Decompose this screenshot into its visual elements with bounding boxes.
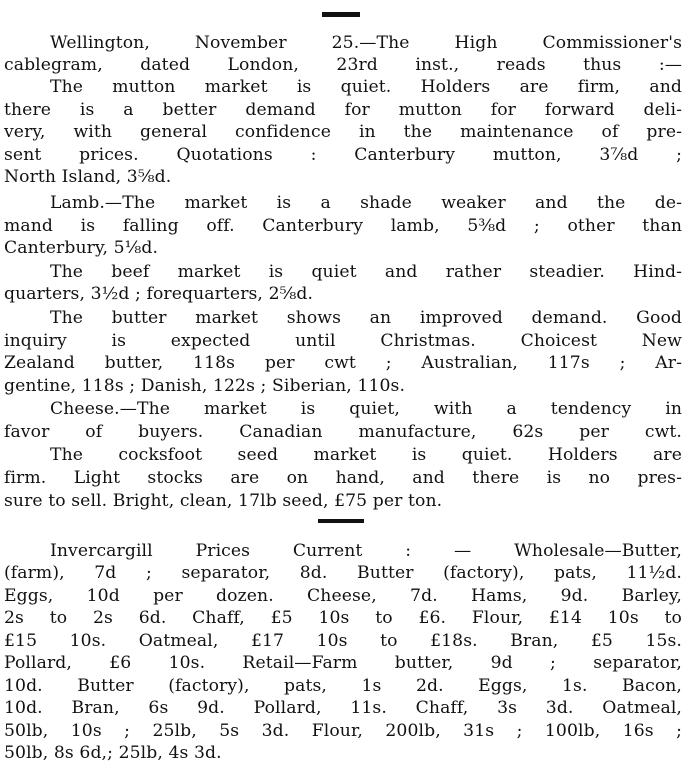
article-line: (farm), 7d ; separator, 8d. Butter (factory), pats, 11½d. (4, 563, 682, 583)
article-line: quarters, 3½d ; forequarters, 2⅝d. (4, 284, 314, 304)
section-divider-rule (318, 519, 364, 523)
article-line: The beef market is quiet and rather steadier. Hind- (50, 262, 682, 282)
article-line: 10d. Butter (factory), pats, 1s 2d. Eggs, 1s. Bacon, (4, 676, 682, 696)
article-line: very, with general confidence in the maintenance of pre- (4, 122, 682, 142)
article-line: Zealand butter, 118s per cwt ; Australian, 117s ; Ar- (4, 353, 682, 373)
article-line: Pollard, £6 10s. Retail—Farm butter, 9d ; separator, (4, 653, 682, 673)
article-line: Cheese.—The market is quiet, with a tendency in (50, 399, 682, 419)
article-line: gentine, 118s ; Danish, 122s ; Siberian, 110s. (4, 376, 406, 396)
article-line: The butter market shows an improved demand. Good (50, 308, 682, 328)
article-line: sent prices. Quotations : Canterbury mutton, 3⅞d ; (4, 145, 682, 165)
article-line: Invercargill Prices Current : — Wholesale—Butter, (50, 541, 682, 561)
article-line: The cocksfoot seed market is quiet. Holders are (50, 445, 682, 465)
article-line: Lamb.—The market is a shade weaker and the de- (50, 193, 682, 213)
article-line: firm. Light stocks are on hand, and there is no pres- (4, 468, 682, 488)
article-line: North Island, 3⅝d. (4, 167, 172, 187)
article-line: The mutton market is quiet. Holders are firm, and (50, 77, 682, 97)
article-line: 50lb, 8s 6d,; 25lb, 4s 3d. (4, 743, 222, 763)
top-divider-rule (322, 12, 360, 17)
article-line: there is a better demand for mutton for forward deli- (4, 100, 682, 120)
article-line: 2s to 2s 6d. Chaff, £5 10s to £6. Flour, £14 10s to (4, 608, 682, 628)
article-line: cablegram, dated London, 23rd inst., reads thus :— (4, 55, 682, 75)
article-line: 50lb, 10s ; 25lb, 5s 3d. Flour, 200lb, 31s ; 100lb, 16s ; (4, 721, 682, 741)
article-line: Eggs, 10d per dozen. Cheese, 7d. Hams, 9d. Barley, (4, 586, 682, 606)
article-line: Canterbury, 5⅛d. (4, 238, 159, 258)
article-line: sure to sell. Bright, clean, 17lb seed, £75 per ton. (4, 491, 443, 511)
article-line: inquiry is expected until Christmas. Choicest New (4, 331, 682, 351)
article-line: mand is falling off. Canterbury lamb, 5⅜d ; other than (4, 216, 682, 236)
article-line: 10d. Bran, 6s 9d. Pollard, 11s. Chaff, 3s 3d. Oatmeal, (4, 698, 682, 718)
article-line: £15 10s. Oatmeal, £17 10s to £18s. Bran, £5 15s. (4, 631, 682, 651)
article-line: Wellington, November 25.—The High Commissioner's (50, 33, 682, 53)
article-line: favor of buyers. Canadian manufacture, 62s per cwt. (4, 422, 682, 442)
